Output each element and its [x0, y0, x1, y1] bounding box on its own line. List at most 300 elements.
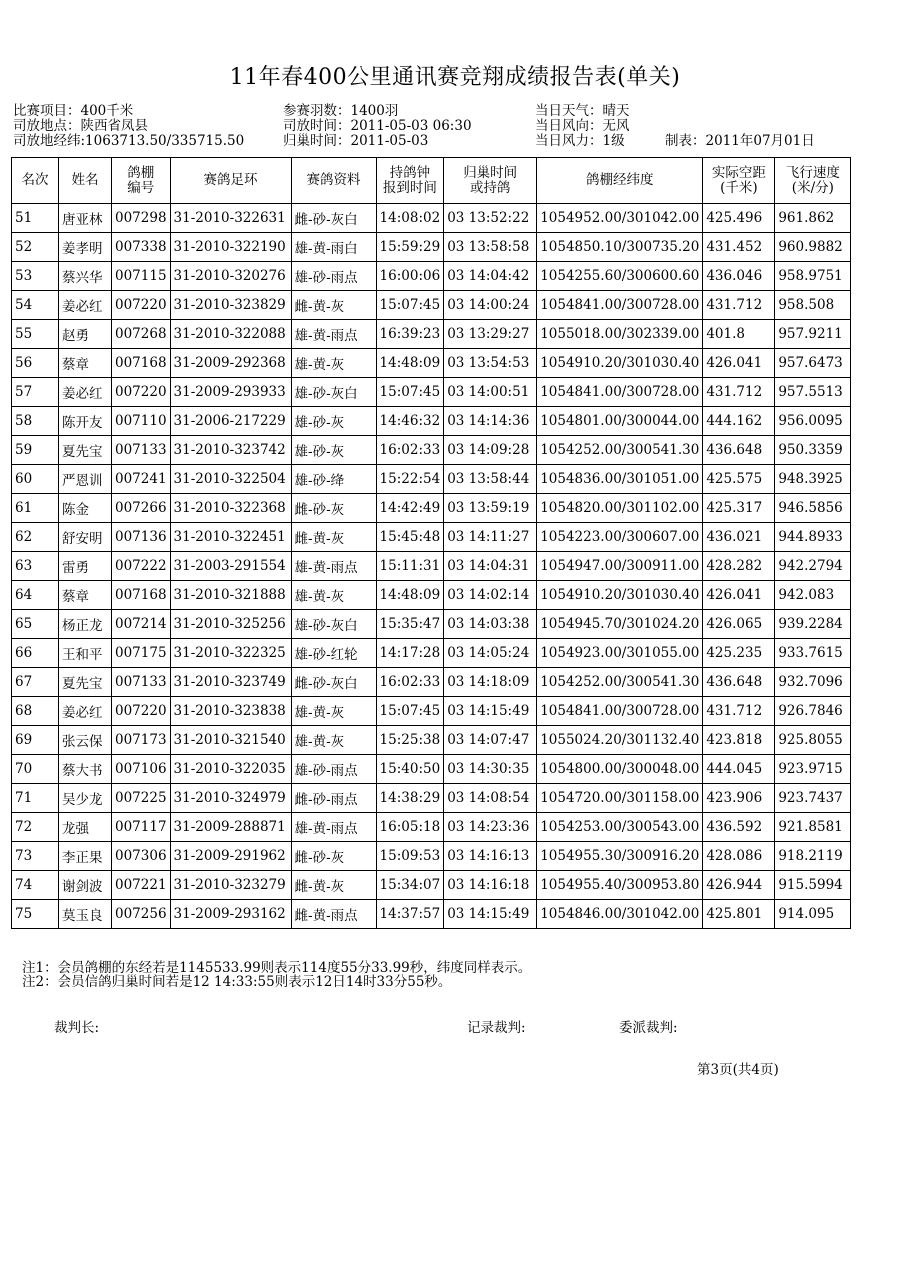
- cell-distance: 436.648: [703, 436, 775, 465]
- cell-speed: 923.9715: [775, 755, 851, 784]
- cell-name: 赵勇: [59, 320, 112, 349]
- cell-loft-id: 007168: [112, 349, 171, 378]
- cell-bird-info: 雌-砂-灰白: [291, 204, 376, 233]
- cell-loft-coordinates: 1054952.00/301042.00: [537, 204, 703, 233]
- cell-rank: 58: [12, 407, 59, 436]
- cell-clock-time: 14:37:57: [376, 900, 444, 929]
- cell-loft-coordinates: 1054947.00/300911.00: [537, 552, 703, 581]
- cell-return-time: 03 13:58:58: [444, 233, 537, 262]
- cell-ring-number: 31-2010-323829: [170, 291, 291, 320]
- cell-clock-time: 16:02:33: [376, 668, 444, 697]
- cell-ring-number: 31-2010-322451: [170, 523, 291, 552]
- cell-clock-time: 14:08:02: [376, 204, 444, 233]
- cell-bird-info: 雄-黄-灰: [291, 581, 376, 610]
- cell-ring-number: 31-2010-322088: [170, 320, 291, 349]
- cell-distance: 426.041: [703, 581, 775, 610]
- cell-name: 夏先宝: [59, 436, 112, 465]
- cell-loft-coordinates: 1054850.10/300735.20: [537, 233, 703, 262]
- cell-distance: 436.046: [703, 262, 775, 291]
- info-weather: 当日天气：晴天: [535, 103, 630, 119]
- cell-speed: 921.8581: [775, 813, 851, 842]
- cell-rank: 71: [12, 784, 59, 813]
- cell-clock-time: 14:38:29: [376, 784, 444, 813]
- table-row: [12, 610, 851, 639]
- cell-return-time: 03 14:04:42: [444, 262, 537, 291]
- cell-bird-info: 雄-砂-绛: [291, 465, 376, 494]
- cell-loft-id: 007338: [112, 233, 171, 262]
- cell-distance: 423.906: [703, 784, 775, 813]
- cell-rank: 74: [12, 871, 59, 900]
- cell-loft-id: 007214: [112, 610, 171, 639]
- header-row: [12, 158, 851, 204]
- cell-loft-id: 007225: [112, 784, 171, 813]
- cell-speed: 918.2119: [775, 842, 851, 871]
- cell-loft-id: 007268: [112, 320, 171, 349]
- cell-loft-coordinates: 1055018.00/302339.00: [537, 320, 703, 349]
- cell-distance: 426.041: [703, 349, 775, 378]
- header-distance: 实际空距 (千米): [703, 158, 775, 204]
- table-row: [12, 465, 851, 494]
- cell-clock-time: 15:07:45: [376, 697, 444, 726]
- cell-ring-number: 31-2010-323749: [170, 668, 291, 697]
- cell-bird-info: 雄-黄-雨白: [291, 233, 376, 262]
- cell-distance: 436.648: [703, 668, 775, 697]
- table-row: [12, 581, 851, 610]
- cell-bird-info: 雌-黄-灰: [291, 291, 376, 320]
- cell-loft-coordinates: 1054955.30/300916.20: [537, 842, 703, 871]
- cell-ring-number: 31-2009-288871: [170, 813, 291, 842]
- cell-ring-number: 31-2003-291554: [170, 552, 291, 581]
- cell-return-time: 03 14:30:35: [444, 755, 537, 784]
- table-row: [12, 900, 851, 929]
- cell-return-time: 03 14:11:27: [444, 523, 537, 552]
- cell-distance: 428.282: [703, 552, 775, 581]
- cell-bird-info: 雄-砂-灰: [291, 436, 376, 465]
- cell-loft-id: 007133: [112, 436, 171, 465]
- table-row: [12, 668, 851, 697]
- cell-ring-number: 31-2010-323279: [170, 871, 291, 900]
- cell-ring-number: 31-2006-217229: [170, 407, 291, 436]
- table-row: [12, 523, 851, 552]
- cell-loft-coordinates: 1054846.00/301042.00: [537, 900, 703, 929]
- cell-clock-time: 16:05:18: [376, 813, 444, 842]
- header-speed: 飞行速度 (米/分): [775, 158, 851, 204]
- cell-return-time: 03 14:02:14: [444, 581, 537, 610]
- table-row: [12, 871, 851, 900]
- cell-loft-coordinates: 1054801.00/300044.00: [537, 407, 703, 436]
- cell-return-time: 03 14:23:36: [444, 813, 537, 842]
- cell-clock-time: 14:48:09: [376, 349, 444, 378]
- cell-loft-coordinates: 1054252.00/300541.30: [537, 436, 703, 465]
- cell-distance: 428.086: [703, 842, 775, 871]
- cell-name: 蔡章: [59, 581, 112, 610]
- cell-distance: 431.712: [703, 291, 775, 320]
- cell-return-time: 03 14:15:49: [444, 697, 537, 726]
- cell-clock-time: 14:17:28: [376, 639, 444, 668]
- cell-loft-coordinates: 1054253.00/300543.00: [537, 813, 703, 842]
- cell-name: 莫玉良: [59, 900, 112, 929]
- table-row: [12, 407, 851, 436]
- cell-name: 舒安明: [59, 523, 112, 552]
- cell-ring-number: 31-2009-291962: [170, 842, 291, 871]
- cell-rank: 67: [12, 668, 59, 697]
- cell-return-time: 03 14:18:09: [444, 668, 537, 697]
- cell-rank: 51: [12, 204, 59, 233]
- cell-distance: 426.944: [703, 871, 775, 900]
- cell-ring-number: 31-2010-322035: [170, 755, 291, 784]
- cell-return-time: 03 14:05:24: [444, 639, 537, 668]
- cell-loft-coordinates: 1054955.40/300953.80: [537, 871, 703, 900]
- cell-rank: 54: [12, 291, 59, 320]
- cell-speed: 923.7437: [775, 784, 851, 813]
- cell-speed: 957.9211: [775, 320, 851, 349]
- info-made-date: 制表：2011年07月01日: [665, 133, 815, 149]
- cell-ring-number: 31-2010-320276: [170, 262, 291, 291]
- cell-bird-info: 雌-砂-雨点: [291, 784, 376, 813]
- cell-clock-time: 15:59:29: [376, 233, 444, 262]
- info-entries: 参赛羽数：1400羽: [283, 103, 399, 119]
- cell-rank: 55: [12, 320, 59, 349]
- cell-distance: 444.045: [703, 755, 775, 784]
- cell-distance: 426.065: [703, 610, 775, 639]
- cell-rank: 56: [12, 349, 59, 378]
- cell-return-time: 03 13:29:27: [444, 320, 537, 349]
- cell-bird-info: 雄-黄-雨点: [291, 320, 376, 349]
- cell-distance: 425.801: [703, 900, 775, 929]
- info-release-coordinates: 司放地经纬:1063713.50/335715.50: [13, 133, 245, 149]
- cell-clock-time: 15:07:45: [376, 378, 444, 407]
- cell-loft-id: 007222: [112, 552, 171, 581]
- chief-referee-label: 裁判长:: [54, 1020, 100, 1036]
- table-row: [12, 552, 851, 581]
- cell-return-time: 03 13:58:44: [444, 465, 537, 494]
- cell-return-time: 03 14:14:36: [444, 407, 537, 436]
- cell-name: 严恩训: [59, 465, 112, 494]
- table-row: [12, 378, 851, 407]
- cell-rank: 60: [12, 465, 59, 494]
- cell-loft-coordinates: 1054223.00/300607.00: [537, 523, 703, 552]
- cell-rank: 66: [12, 639, 59, 668]
- cell-loft-coordinates: 1054255.60/300600.60: [537, 262, 703, 291]
- cell-distance: 425.235: [703, 639, 775, 668]
- table-row: [12, 291, 851, 320]
- cell-speed: 915.5994: [775, 871, 851, 900]
- cell-distance: 436.592: [703, 813, 775, 842]
- cell-bird-info: 雄-砂-灰白: [291, 610, 376, 639]
- cell-speed: 950.3359: [775, 436, 851, 465]
- cell-rank: 68: [12, 697, 59, 726]
- cell-clock-time: 15:35:47: [376, 610, 444, 639]
- cell-loft-id: 007220: [112, 378, 171, 407]
- cell-speed: 948.3925: [775, 465, 851, 494]
- cell-rank: 73: [12, 842, 59, 871]
- cell-loft-id: 007221: [112, 871, 171, 900]
- info-release-location: 司放地点：陕西省凤县: [13, 118, 148, 134]
- cell-distance: 401.8: [703, 320, 775, 349]
- cell-loft-coordinates: 1054800.00/300048.00: [537, 755, 703, 784]
- cell-return-time: 03 14:03:38: [444, 610, 537, 639]
- cell-bird-info: 雌-黄-灰: [291, 871, 376, 900]
- cell-loft-coordinates: 1054910.20/301030.40: [537, 581, 703, 610]
- cell-ring-number: 31-2010-321888: [170, 581, 291, 610]
- cell-distance: 425.496: [703, 204, 775, 233]
- cell-name: 姜必红: [59, 378, 112, 407]
- cell-name: 张云保: [59, 726, 112, 755]
- cell-loft-id: 007115: [112, 262, 171, 291]
- cell-loft-coordinates: 1054923.00/301055.00: [537, 639, 703, 668]
- table-row: [12, 349, 851, 378]
- cell-speed: 944.8933: [775, 523, 851, 552]
- header-ring-number: 赛鸽足环: [170, 158, 291, 204]
- cell-rank: 53: [12, 262, 59, 291]
- cell-speed: 957.5513: [775, 378, 851, 407]
- cell-ring-number: 31-2010-322325: [170, 639, 291, 668]
- cell-bird-info: 雌-砂-灰白: [291, 668, 376, 697]
- cell-clock-time: 16:00:06: [376, 262, 444, 291]
- cell-name: 雷勇: [59, 552, 112, 581]
- table-row: [12, 494, 851, 523]
- cell-loft-coordinates: 1054252.00/300541.30: [537, 668, 703, 697]
- info-wind-direction: 当日风向：无风: [535, 118, 630, 134]
- cell-clock-time: 16:39:23: [376, 320, 444, 349]
- cell-name: 谢剑波: [59, 871, 112, 900]
- cell-speed: 961.862: [775, 204, 851, 233]
- cell-ring-number: 31-2009-292368: [170, 349, 291, 378]
- cell-rank: 72: [12, 813, 59, 842]
- results-table: [11, 157, 851, 929]
- cell-distance: 425.575: [703, 465, 775, 494]
- cell-rank: 64: [12, 581, 59, 610]
- cell-ring-number: 31-2010-322504: [170, 465, 291, 494]
- cell-return-time: 03 14:08:54: [444, 784, 537, 813]
- cell-bird-info: 雌-黄-雨点: [291, 900, 376, 929]
- table-body: [12, 204, 851, 929]
- cell-distance: 431.712: [703, 378, 775, 407]
- cell-name: 姜必红: [59, 291, 112, 320]
- delegate-referee-label: 委派裁判:: [619, 1020, 678, 1036]
- cell-clock-time: 15:25:38: [376, 726, 444, 755]
- cell-speed: 960.9882: [775, 233, 851, 262]
- cell-distance: 425.317: [703, 494, 775, 523]
- table-row: [12, 320, 851, 349]
- cell-bird-info: 雄-砂-灰白: [291, 378, 376, 407]
- table-row: [12, 813, 851, 842]
- header-rank: 名次: [12, 158, 59, 204]
- cell-loft-coordinates: 1054836.00/301051.00: [537, 465, 703, 494]
- cell-return-time: 03 14:04:31: [444, 552, 537, 581]
- note-1: 注1：会员鸽棚的东经若是1145533.99则表示114度55分33.99秒，纬度同样表示。: [22, 960, 532, 976]
- table-row: [12, 697, 851, 726]
- cell-loft-id: 007220: [112, 697, 171, 726]
- cell-distance: 431.712: [703, 697, 775, 726]
- cell-loft-id: 007168: [112, 581, 171, 610]
- cell-ring-number: 31-2010-323838: [170, 697, 291, 726]
- cell-speed: 958.508: [775, 291, 851, 320]
- cell-ring-number: 31-2010-321540: [170, 726, 291, 755]
- cell-return-time: 03 14:16:18: [444, 871, 537, 900]
- cell-loft-coordinates: 1054720.00/301158.00: [537, 784, 703, 813]
- table-row: [12, 784, 851, 813]
- cell-name: 陈开友: [59, 407, 112, 436]
- cell-rank: 61: [12, 494, 59, 523]
- cell-loft-id: 007173: [112, 726, 171, 755]
- cell-loft-id: 007110: [112, 407, 171, 436]
- table-row: [12, 436, 851, 465]
- cell-loft-id: 007266: [112, 494, 171, 523]
- cell-loft-id: 007136: [112, 523, 171, 552]
- cell-bird-info: 雄-砂-灰: [291, 407, 376, 436]
- cell-ring-number: 31-2010-322190: [170, 233, 291, 262]
- cell-loft-id: 007220: [112, 291, 171, 320]
- cell-rank: 62: [12, 523, 59, 552]
- cell-bird-info: 雄-黄-灰: [291, 697, 376, 726]
- cell-rank: 57: [12, 378, 59, 407]
- cell-name: 蔡章: [59, 349, 112, 378]
- cell-name: 姜必红: [59, 697, 112, 726]
- cell-loft-coordinates: 1054910.20/301030.40: [537, 349, 703, 378]
- cell-return-time: 03 14:15:49: [444, 900, 537, 929]
- table-row: [12, 233, 851, 262]
- cell-name: 王和平: [59, 639, 112, 668]
- table-row: [12, 755, 851, 784]
- cell-rank: 52: [12, 233, 59, 262]
- cell-bird-info: 雄-黄-灰: [291, 349, 376, 378]
- header-loft-id: 鸽棚 编号: [112, 158, 171, 204]
- cell-return-time: 03 14:00:51: [444, 378, 537, 407]
- cell-bird-info: 雄-黄-灰: [291, 726, 376, 755]
- record-referee-label: 记录裁判:: [467, 1020, 526, 1036]
- table-row: [12, 726, 851, 755]
- cell-distance: 423.818: [703, 726, 775, 755]
- cell-loft-id: 007306: [112, 842, 171, 871]
- cell-name: 龙强: [59, 813, 112, 842]
- cell-clock-time: 16:02:33: [376, 436, 444, 465]
- header-clock-time: 持鸽钟 报到时间: [376, 158, 444, 204]
- cell-return-time: 03 14:00:24: [444, 291, 537, 320]
- cell-speed: 933.7615: [775, 639, 851, 668]
- cell-name: 蔡兴华: [59, 262, 112, 291]
- cell-rank: 75: [12, 900, 59, 929]
- cell-distance: 444.162: [703, 407, 775, 436]
- info-return-time: 归巢时间：2011-05-03: [283, 133, 429, 149]
- cell-rank: 59: [12, 436, 59, 465]
- header-name: 姓名: [59, 158, 112, 204]
- cell-bird-info: 雄-砂-红轮: [291, 639, 376, 668]
- table-row: [12, 842, 851, 871]
- cell-clock-time: 15:11:31: [376, 552, 444, 581]
- cell-bird-info: 雄-砂-雨点: [291, 755, 376, 784]
- page-title: 11年春400公里通讯赛竞翔成绩报告表(单关): [229, 65, 681, 90]
- cell-speed: 932.7096: [775, 668, 851, 697]
- cell-speed: 946.5856: [775, 494, 851, 523]
- cell-loft-coordinates: 1055024.20/301132.40: [537, 726, 703, 755]
- cell-loft-coordinates: 1054841.00/300728.00: [537, 291, 703, 320]
- info-wind-force: 当日风力：1级: [535, 133, 625, 149]
- cell-speed: 942.2794: [775, 552, 851, 581]
- cell-loft-coordinates: 1054841.00/300728.00: [537, 697, 703, 726]
- cell-speed: 957.6473: [775, 349, 851, 378]
- cell-clock-time: 15:34:07: [376, 871, 444, 900]
- header-bird-info: 赛鸽资料: [291, 158, 376, 204]
- cell-rank: 63: [12, 552, 59, 581]
- cell-clock-time: 14:42:49: [376, 494, 444, 523]
- cell-loft-id: 007175: [112, 639, 171, 668]
- table-row: [12, 204, 851, 233]
- cell-ring-number: 31-2010-324979: [170, 784, 291, 813]
- cell-speed: 926.7846: [775, 697, 851, 726]
- cell-bird-info: 雌-砂-灰: [291, 494, 376, 523]
- cell-bird-info: 雄-黄-雨点: [291, 552, 376, 581]
- cell-loft-coordinates: 1054820.00/301102.00: [537, 494, 703, 523]
- cell-name: 杨正龙: [59, 610, 112, 639]
- cell-loft-id: 007106: [112, 755, 171, 784]
- cell-name: 蔡大书: [59, 755, 112, 784]
- table-row: [12, 639, 851, 668]
- cell-clock-time: 15:45:48: [376, 523, 444, 552]
- cell-bird-info: 雌-砂-灰: [291, 842, 376, 871]
- cell-clock-time: 15:07:45: [376, 291, 444, 320]
- info-event: 比赛项目：400千米: [13, 103, 134, 119]
- cell-rank: 69: [12, 726, 59, 755]
- header-return-time: 归巢时间 或持鸽: [444, 158, 537, 204]
- cell-bird-info: 雄-砂-雨点: [291, 262, 376, 291]
- cell-clock-time: 15:40:50: [376, 755, 444, 784]
- cell-loft-coordinates: 1054841.00/300728.00: [537, 378, 703, 407]
- cell-ring-number: 31-2010-325256: [170, 610, 291, 639]
- cell-loft-id: 007133: [112, 668, 171, 697]
- cell-speed: 942.083: [775, 581, 851, 610]
- page-number: 第3页(共4页): [697, 1062, 779, 1078]
- cell-name: 唐亚林: [59, 204, 112, 233]
- cell-name: 吴少龙: [59, 784, 112, 813]
- cell-loft-id: 007256: [112, 900, 171, 929]
- cell-clock-time: 15:09:53: [376, 842, 444, 871]
- cell-loft-id: 007117: [112, 813, 171, 842]
- cell-ring-number: 31-2010-322631: [170, 204, 291, 233]
- cell-name: 夏先宝: [59, 668, 112, 697]
- cell-name: 姜孝明: [59, 233, 112, 262]
- cell-ring-number: 31-2009-293933: [170, 378, 291, 407]
- cell-name: 陈金: [59, 494, 112, 523]
- cell-speed: 925.8055: [775, 726, 851, 755]
- cell-bird-info: 雌-黄-灰: [291, 523, 376, 552]
- cell-loft-coordinates: 1054945.70/301024.20: [537, 610, 703, 639]
- cell-return-time: 03 13:59:19: [444, 494, 537, 523]
- note-2: 注2：会员信鸽归巢时间若是12 14:33:55则表示12日14时33分55秒。: [22, 974, 452, 990]
- cell-rank: 65: [12, 610, 59, 639]
- cell-return-time: 03 13:54:53: [444, 349, 537, 378]
- cell-return-time: 03 13:52:22: [444, 204, 537, 233]
- cell-loft-id: 007298: [112, 204, 171, 233]
- cell-speed: 939.2284: [775, 610, 851, 639]
- cell-speed: 956.0095: [775, 407, 851, 436]
- cell-ring-number: 31-2010-322368: [170, 494, 291, 523]
- cell-ring-number: 31-2010-323742: [170, 436, 291, 465]
- cell-return-time: 03 14:16:13: [444, 842, 537, 871]
- cell-clock-time: 14:48:09: [376, 581, 444, 610]
- cell-bird-info: 雄-黄-雨点: [291, 813, 376, 842]
- cell-return-time: 03 14:07:47: [444, 726, 537, 755]
- cell-clock-time: 15:22:54: [376, 465, 444, 494]
- cell-speed: 914.095: [775, 900, 851, 929]
- cell-ring-number: 31-2009-293162: [170, 900, 291, 929]
- info-release-time: 司放时间：2011-05-03 06:30: [283, 118, 472, 134]
- cell-loft-id: 007241: [112, 465, 171, 494]
- cell-distance: 436.021: [703, 523, 775, 552]
- cell-clock-time: 14:46:32: [376, 407, 444, 436]
- table-row: [12, 262, 851, 291]
- cell-return-time: 03 14:09:28: [444, 436, 537, 465]
